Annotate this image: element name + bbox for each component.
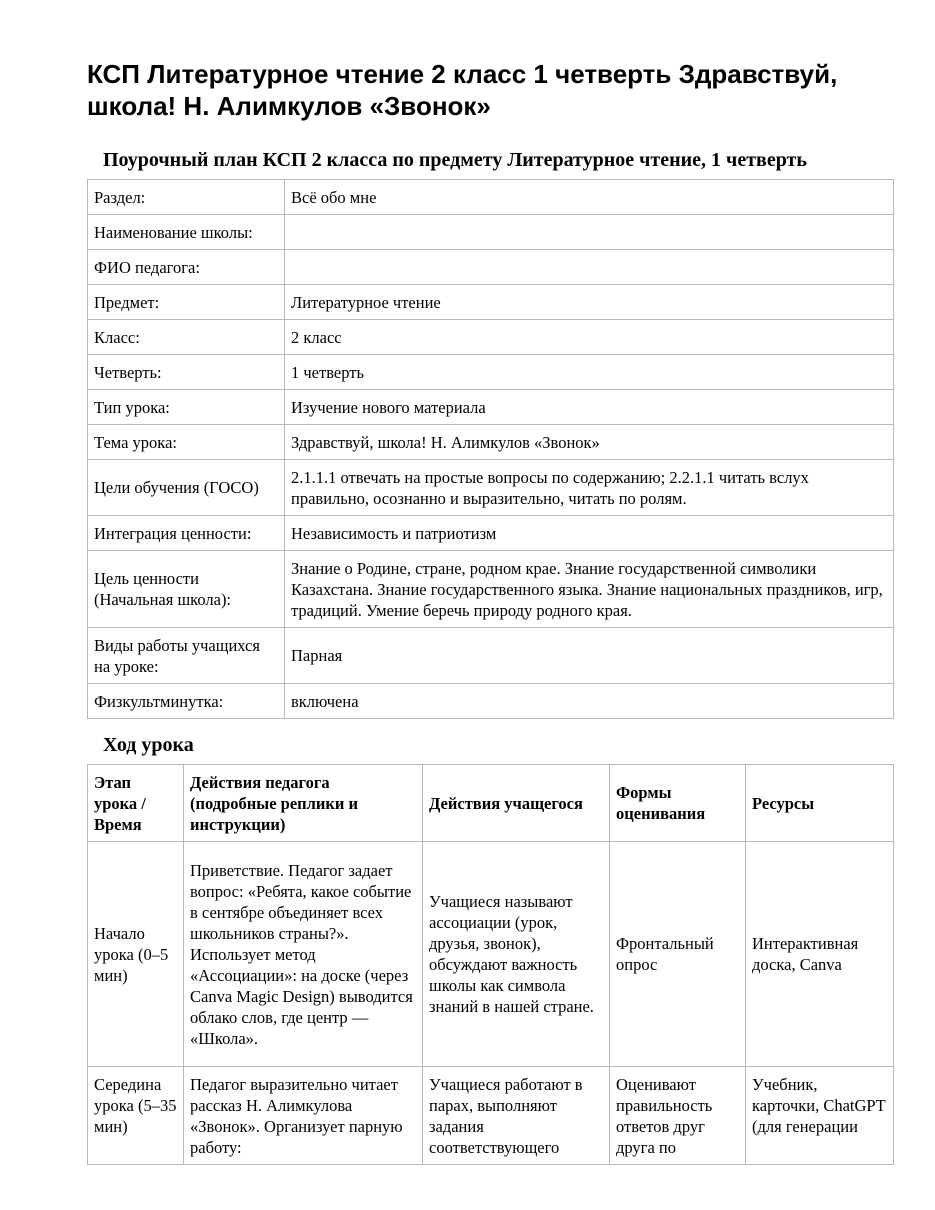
plan-value: Всё обо мне: [285, 180, 894, 215]
plan-value: 1 четверть: [285, 355, 894, 390]
plan-label: Интеграция ценности:: [88, 516, 285, 551]
plan-label: Наименование школы:: [88, 215, 285, 250]
plan-row-value-integration: [88, 516, 894, 551]
plan-label: Класс:: [88, 320, 285, 355]
plan-row-work-types: [88, 628, 894, 684]
lesson-stage: Середина урока (5–35 мин): [88, 1067, 184, 1165]
plan-label: Цели обучения (ГОСО): [88, 460, 285, 516]
lesson-table: [87, 764, 894, 1165]
lesson-resources: Интерактивная доска, Canva: [746, 842, 894, 1067]
column-header-student-actions: Действия учащегося: [423, 765, 610, 842]
plan-value: Парная: [285, 628, 894, 684]
plan-label: Тема урока:: [88, 425, 285, 460]
plan-label: Раздел:: [88, 180, 285, 215]
plan-info-table: [87, 179, 894, 719]
plan-row-grade: [88, 320, 894, 355]
student-actions: Учащиеся работают в парах, выполняют задания соответствующего: [423, 1067, 610, 1165]
column-header-teacher-actions: Действия педагога (подробные реплики и инструкции): [184, 765, 423, 842]
column-header-resources: Ресурсы: [746, 765, 894, 842]
column-header-assessment: Формы оценивания: [610, 765, 746, 842]
plan-value: [285, 250, 894, 285]
lesson-heading: Ход урока: [103, 734, 194, 756]
document-title: КСП Литературное чтение 2 класс 1 четверть Здравствуй, школа! Н. Алимкулов «Звонок»: [87, 59, 838, 121]
plan-row-value-goal: [88, 551, 894, 628]
plan-value: [285, 215, 894, 250]
plan-value: Знание о Родине, стране, родном крае. Знание государственной символики Казахстана. Знание государственного языка. Знание национальных праздников, игр, традиций. Умение беречь природу родного края.: [285, 551, 894, 628]
plan-row-subject: [88, 285, 894, 320]
plan-label: ФИО педагога:: [88, 250, 285, 285]
lesson-row-beginning: [88, 842, 894, 1067]
plan-row-learning-objectives: [88, 460, 894, 516]
plan-row-lesson-topic: [88, 425, 894, 460]
plan-heading: Поурочный план КСП 2 класса по предмету Литературное чтение, 1 четверть: [103, 149, 807, 171]
plan-row-lesson-type: [88, 390, 894, 425]
plan-label: Виды работы учащихся на уроке:: [88, 628, 285, 684]
plan-row-quarter: [88, 355, 894, 390]
lesson-resources: Учебник, карточки, ChatGPT (для генерации: [746, 1067, 894, 1165]
lesson-header-row: [88, 765, 894, 842]
plan-label: Четверть:: [88, 355, 285, 390]
plan-value: включена: [285, 684, 894, 719]
plan-value: Здравствуй, школа! Н. Алимкулов «Звонок»: [285, 425, 894, 460]
plan-row-physical-break: [88, 684, 894, 719]
plan-label: Тип урока:: [88, 390, 285, 425]
plan-value: 2.1.1.1 отвечать на простые вопросы по содержанию; 2.2.1.1 читать вслух правильно, осознанно и выразительно, читать по ролям.: [285, 460, 894, 516]
column-header-stage: Этап урока / Время: [88, 765, 184, 842]
plan-value: Литературное чтение: [285, 285, 894, 320]
lesson-row-middle: [88, 1067, 894, 1165]
lesson-stage: Начало урока (0–5 мин): [88, 842, 184, 1067]
assessment-form: Фронтальный опрос: [610, 842, 746, 1067]
plan-row-teacher-name: [88, 250, 894, 285]
plan-row-school-name: [88, 215, 894, 250]
plan-label: Предмет:: [88, 285, 285, 320]
plan-label: Цель ценности (Начальная школа):: [88, 551, 285, 628]
plan-label: Физкультминутка:: [88, 684, 285, 719]
teacher-actions: Приветствие. Педагог задает вопрос: «Ребята, какое событие в сентябре объединяет всех школьников страны?». Использует метод «Ассоциации»: на доске (через Canva Magic Design) выводится облако слов, где центр — «Школа».: [184, 842, 423, 1067]
student-actions: Учащиеся называют ассоциации (урок, друзья, звонок), обсуждают важность школы как символа знаний в нашей стране.: [423, 842, 610, 1067]
plan-row-section: [88, 180, 894, 215]
plan-value: Независимость и патриотизм: [285, 516, 894, 551]
assessment-form: Оценивают правильность ответов друг друга по: [610, 1067, 746, 1165]
plan-value: Изучение нового материала: [285, 390, 894, 425]
teacher-actions: Педагог выразительно читает рассказ Н. Алимкулова «Звонок». Организует парную работу:: [184, 1067, 423, 1165]
plan-value: 2 класс: [285, 320, 894, 355]
